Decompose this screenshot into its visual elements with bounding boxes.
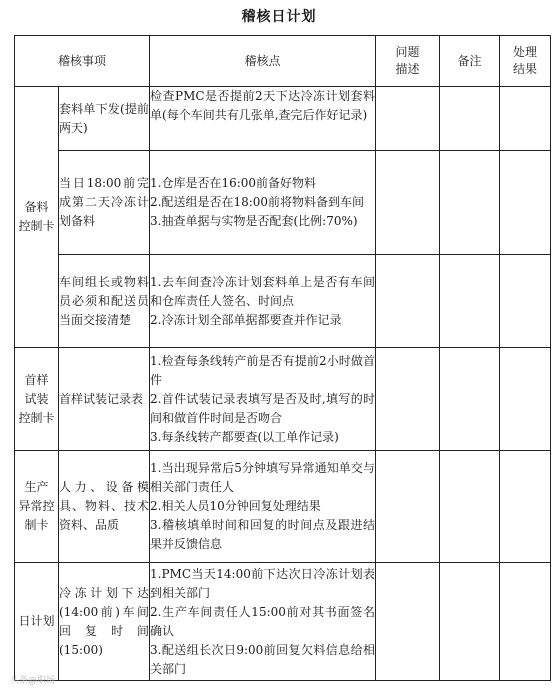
checkpoint-line: 3.稽核填单时间和回复的时间点及跟进结果并反馈信息 (150, 518, 376, 551)
remark-cell (440, 563, 500, 681)
table-row (15, 348, 551, 451)
checkpoint-cell (150, 151, 376, 255)
problem-cell (376, 87, 440, 151)
header-checkpoints: 稽核点 (150, 36, 376, 87)
header-result: 处理 结果 (500, 36, 551, 87)
category-cell: 备料 控制卡 (15, 87, 59, 348)
result-cell (500, 348, 551, 451)
item-cell: 冷冻计划下达(14:00前)车间回复时间(15:00) (59, 563, 150, 681)
checkpoint-line: 1.仓库是否在16:00前备好物料 (150, 176, 317, 190)
checkpoint-line: 1.去车间查冷冻计划套料单上是否有车间和仓库责任人签名、时间点 (150, 274, 376, 308)
checkpoint-cell (150, 255, 376, 348)
category-cell: 首样 试装 控制卡 (15, 348, 59, 451)
header-category: 稽核事项 (15, 36, 150, 87)
problem-cell (376, 348, 440, 451)
result-cell (500, 87, 551, 151)
checkpoint-line: 2.相关人员10分钟回复处理结果 (150, 499, 321, 513)
checkpoint-line: 2.配送组是否在18:00前将物料备到车间 (150, 195, 365, 209)
checkpoint-line: 2.首件试装记录表填写是否及时,填写的时间和做首件时间是否吻合 (150, 391, 376, 425)
checkpoint-line: 3.抽查单据与实物是否配套(比例:70%) (150, 214, 358, 228)
table-row (15, 87, 551, 151)
checkpoint-line: 1.当出现异常后5分钟填写异常通知单交与相关部门责任人 (150, 461, 376, 494)
problem-cell (376, 255, 440, 348)
problem-cell (376, 563, 440, 681)
checkpoint-cell (150, 451, 376, 563)
item-cell: 人力、设备模具、物料、技术资料、品质 (59, 451, 150, 563)
result-cell (500, 563, 551, 681)
header-row (15, 36, 551, 87)
item-cell: 当日18:00前完成第二天冷冻计划备料 (59, 151, 150, 255)
checkpoint-line: 2.冷冻计划全部单据都要查并作记录 (150, 312, 342, 327)
checkpoint-line: 2.生产车间责任人15:00前对其书面签名确认 (150, 604, 376, 638)
page-title: 稽核日计划 (241, 9, 317, 25)
checkpoint-cell (150, 348, 376, 451)
table-row (15, 151, 551, 255)
watermark: 头条@职场 (10, 676, 56, 686)
checkpoint-line: 1.PMC当天14:00前下达次日冷冻计划表到相关部门 (150, 566, 376, 600)
audit-plan-table (14, 35, 551, 681)
header-problem: 问题 描述 (376, 36, 440, 87)
problem-cell (376, 451, 440, 563)
item-cell: 套料单下发(提前两天) (59, 87, 150, 151)
category-cell: 生产 异常控 制卡 (15, 451, 59, 563)
remark-cell (440, 151, 500, 255)
table-row (15, 255, 551, 348)
category-cell: 日计划 (15, 563, 59, 681)
result-cell (500, 451, 551, 563)
checkpoint-line: 1.检查每条线转产前是否有提前2小时做首件 (150, 353, 376, 387)
table-row (15, 563, 551, 681)
remark-cell (440, 451, 500, 563)
table-row (15, 451, 551, 563)
checkpoint-cell (150, 563, 376, 681)
result-cell (500, 151, 551, 255)
item-cell: 首样试装记录表 (59, 348, 150, 451)
checkpoint-line: 3.每条线转产都要查(以工单作记录) (150, 429, 339, 444)
remark-cell (440, 348, 500, 451)
result-cell (500, 255, 551, 348)
checkpoint-cell (150, 87, 376, 151)
item-cell: 车间组长或物料员必须和配送员当面交接清楚 (59, 255, 150, 348)
problem-cell (376, 151, 440, 255)
remark-cell (440, 255, 500, 348)
checkpoint-line: 检查PMC是否提前2天下达冷冻计划套料单(每个车间共有几张单,查完后作好记录) (150, 89, 376, 122)
checkpoint-line: 3.配送组长次日9:00前回复欠料信息给相关部门 (150, 642, 376, 676)
header-remark: 备注 (440, 36, 500, 87)
remark-cell (440, 87, 500, 151)
